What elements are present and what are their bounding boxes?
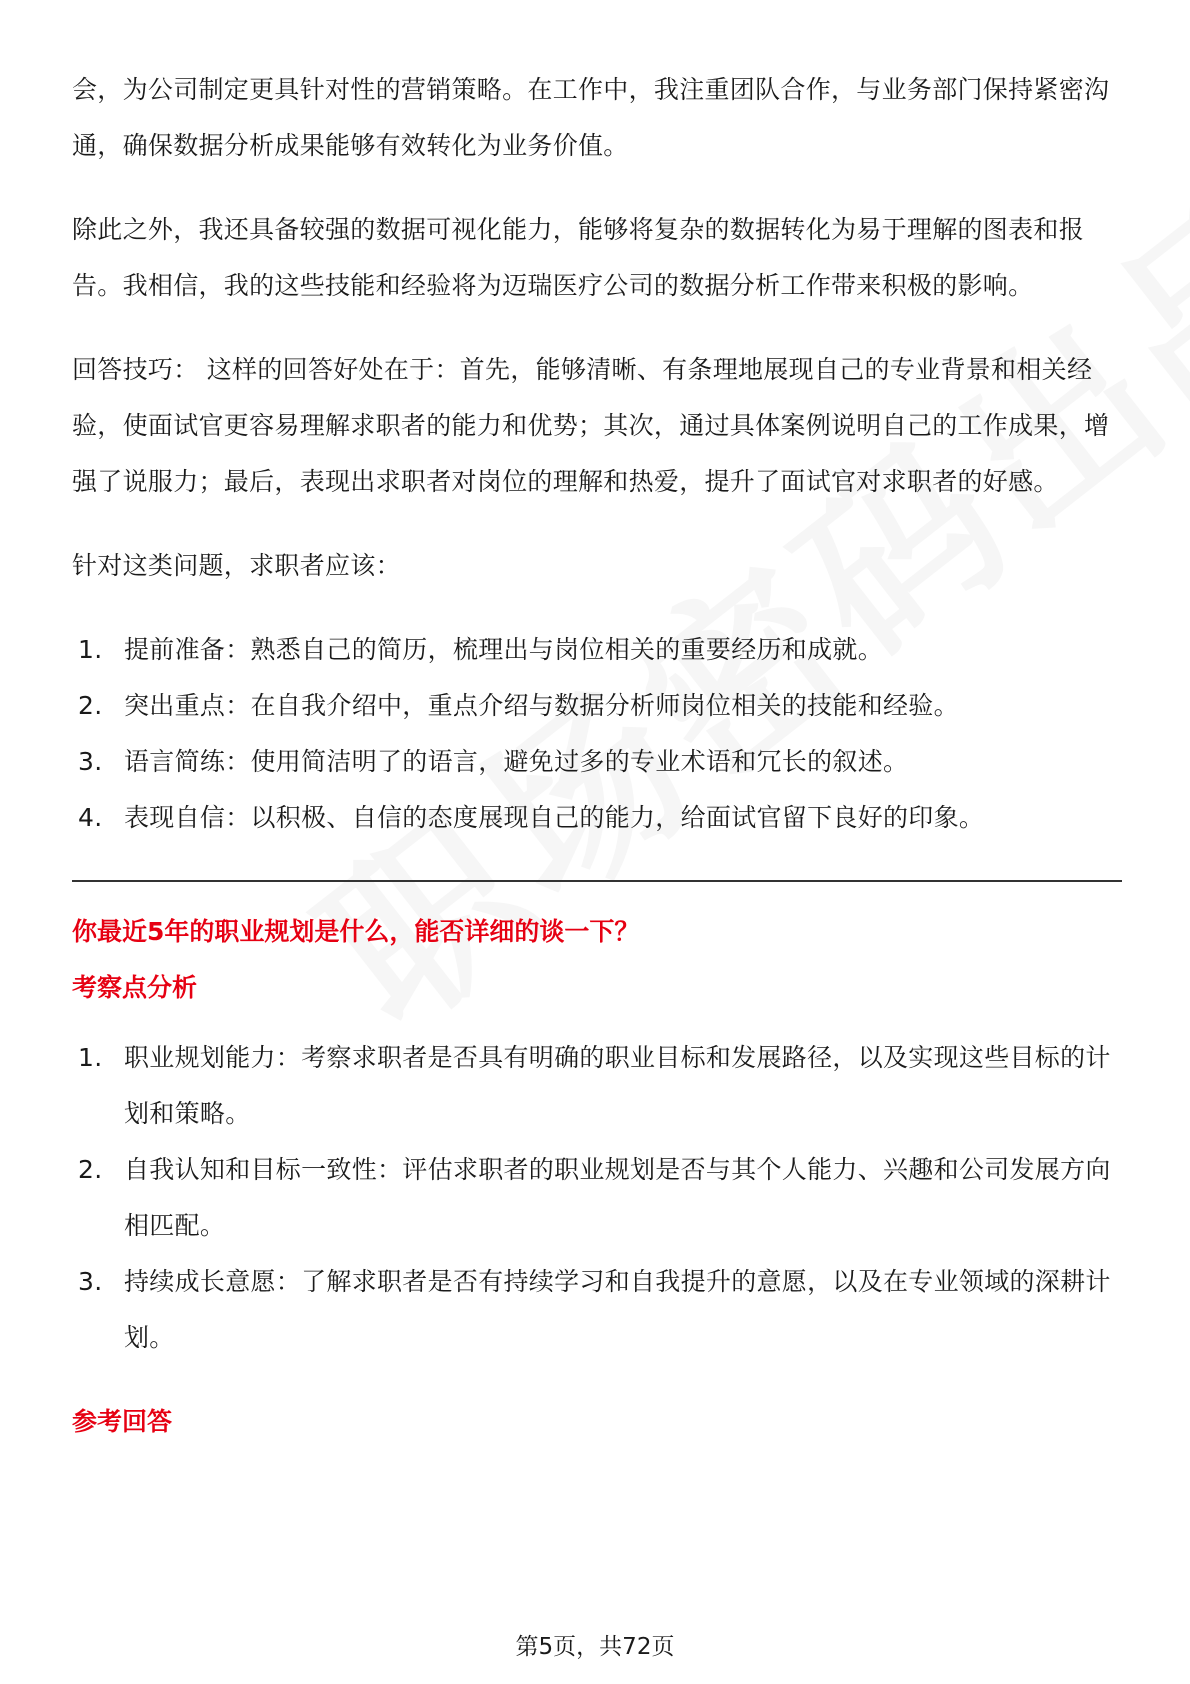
list-item <box>78 622 1122 678</box>
paragraph-answer-tips: 回答技巧： 这样的回答好处在于：首先，能够清晰、有条理地展现自己的专业背景和相关经验，使面试官更容易理解求职者的能力和优势；其次，通过具体案例说明自己的工作成果，增强了说服力；最后，表现出求职者对岗位的理解和热爱，提升了面试官对求职者的好感。 <box>72 355 1110 496</box>
list-number: 4. <box>78 803 103 832</box>
list-item <box>78 790 1122 846</box>
question-title: 你最近5年的职业规划是什么，能否详细的谈一下？ <box>72 917 640 946</box>
reference-answer-heading: 参考回答 <box>72 1407 173 1436</box>
section-divider <box>72 880 1122 882</box>
list-number: 3. <box>78 1267 103 1296</box>
paragraph-visualization: 除此之外，我还具备较强的数据可视化能力，能够将复杂的数据转化为易于理解的图表和报告。我相信，我的这些技能和经验将为迈瑞医疗公司的数据分析工作带来积极的影响。 <box>72 215 1085 300</box>
analysis-heading: 考察点分析 <box>72 973 198 1002</box>
list-item <box>78 678 1122 734</box>
list-item <box>78 1254 1122 1366</box>
list-number: 2. <box>78 1155 103 1184</box>
list-number: 2. <box>78 691 103 720</box>
paragraph-advice-intro: 针对这类问题，求职者应该： <box>72 551 401 580</box>
page-number: 第5页，共72页 <box>515 1634 675 1660</box>
list-text: 自我认知和目标一致性：评估求职者的职业规划是否与其个人能力、兴趣和公司发展方向相匹配。 <box>124 1155 1111 1240</box>
paragraph-continuation: 会，为公司制定更具针对性的营销策略。在工作中，我注重团队合作，与业务部门保持紧密沟通，确保数据分析成果能够有效转化为业务价值。 <box>72 75 1110 160</box>
list-number: 1. <box>78 1043 103 1072</box>
list-item <box>78 734 1122 790</box>
analysis-points-list <box>72 1030 1122 1366</box>
list-text: 表现自信：以积极、自信的态度展现自己的能力，给面试官留下良好的印象。 <box>124 803 985 832</box>
advice-list <box>72 622 1122 846</box>
page-content <box>72 62 1122 1450</box>
list-number: 3. <box>78 747 103 776</box>
list-text: 语言简练：使用简洁明了的语言，避免过多的专业术语和冗长的叙述。 <box>124 747 909 776</box>
list-number: 1. <box>78 635 103 664</box>
list-text: 提前准备：熟悉自己的简历，梳理出与岗位相关的重要经历和成就。 <box>124 635 884 664</box>
list-item <box>78 1030 1122 1142</box>
list-text: 职业规划能力：考察求职者是否具有明确的职业目标和发展路径，以及实现这些目标的计划和策略。 <box>124 1043 1111 1128</box>
list-item <box>78 1142 1122 1254</box>
list-text: 持续成长意愿：了解求职者是否有持续学习和自我提升的意愿，以及在专业领域的深耕计划。 <box>124 1267 1111 1352</box>
list-text: 突出重点：在自我介绍中，重点介绍与数据分析师岗位相关的技能和经验。 <box>124 691 959 720</box>
